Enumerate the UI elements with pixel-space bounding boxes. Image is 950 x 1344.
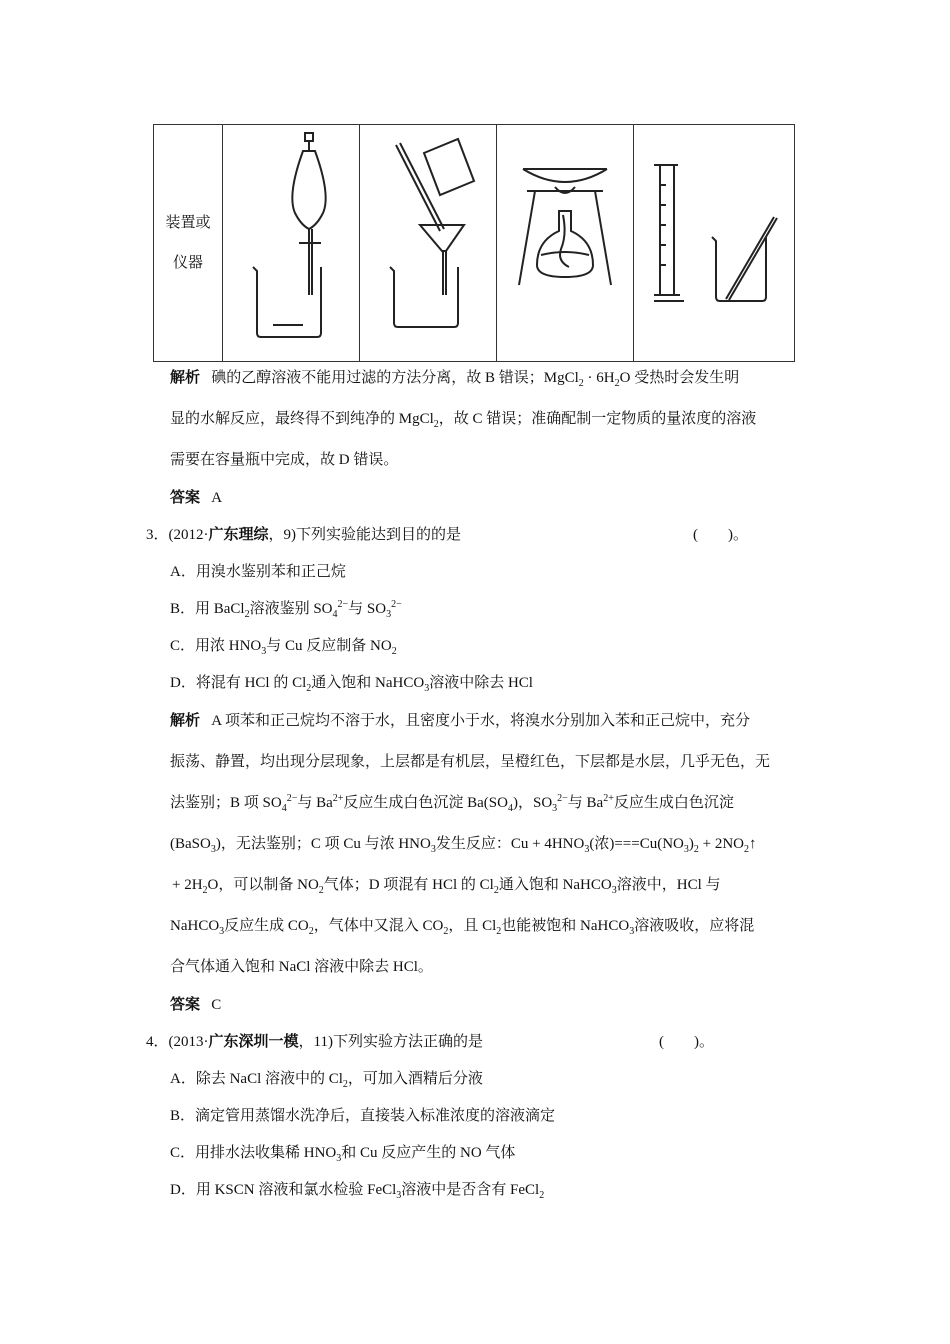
q3-option-c: C．用浓 $HNO_3$与 Cu 反应制备 $NO_2$ — [170, 638, 397, 657]
evaporation-cell — [497, 125, 634, 362]
q4-answer-paren: ( )。 — [659, 1034, 714, 1050]
q3-explain-line2: 振荡、静置，均出现分层现象，上层都是有机层，呈橙红色，下层都是水层，几乎无色，无 — [170, 754, 771, 770]
q2-explain-line3: 需要在容量瓶中完成，故 D 错误。 — [170, 452, 399, 468]
filtration-cell — [360, 125, 497, 362]
q2-explain-line1: 解析 碘的乙醇溶液不能用过滤的方法分离，故 B 错误；MgCl$_2$ · $6H_2O$ 受热时会发生明 — [170, 370, 740, 389]
q3-answer-paren: ( )。 — [693, 527, 748, 543]
cylinder-beaker-cell — [634, 125, 795, 362]
q2-answer: 答案 A — [170, 490, 223, 506]
evaporation-image — [497, 125, 633, 361]
separatory-funnel-image — [223, 125, 359, 361]
apparatus-table — [153, 124, 795, 362]
q2-explain-line2: 显的水解反应，最终得不到纯净的 MgCl$_2$，故 C 错误；准确配制一定物质的量浓度的溶液 — [170, 411, 757, 430]
label-line1: 装置或 — [165, 215, 211, 231]
label-line2: 仪器 — [172, 255, 203, 271]
q3-option-d: D．将混有 HCl 的 $Cl_2$通入饱和 NaHCO$_3$溶液中除去 HCl — [170, 675, 533, 694]
filtration-image — [360, 125, 496, 361]
cylinder-beaker-image — [634, 125, 794, 361]
q3-answer: 答案 C — [170, 997, 222, 1013]
q3-explain-line7: 合气体通入饱和 NaCl 溶液中除去 HCl。 — [170, 959, 433, 975]
q4-stem: 4．(2013·广东深圳一模，11)下列实验方法正确的是 — [146, 1034, 483, 1050]
q2-jiexi-label: 解析 — [170, 370, 201, 386]
q4-option-a: A．除去 NaCl 溶液中的 $Cl_2$，可加入酒精后分液 — [170, 1071, 483, 1090]
q3-explain-line3: 法鉴别；B 项 $SO_4^{2-}$与 $Ba^{2+}$反应生成白色沉淀 $Ba(SO_4)$，$SO_3^{2-}$与 $Ba^{2+}$反应生成白色沉淀 — [170, 793, 734, 814]
q3-explain-line4: (BaSO$_3$)，无法鉴别；C 项 Cu 与浓 $HNO_3$发生反应：$Cu + 4HNO_3$(浓)$===Cu(NO_3)_2$ + $2NO_2↑$ — [170, 836, 757, 855]
q3-explain-line1: 解析 A 项苯和正己烷均不溶于水，且密度小于水，将溴水分别加入苯和正己烷中，充分 — [170, 713, 751, 729]
q3-stem: 3．(2012·广东理综，9)下列实验能达到目的的是 — [146, 527, 462, 543]
separatory-funnel-cell — [223, 125, 360, 362]
q3-explain-line6: NaHCO$_3$反应生成 $CO_2$，气体中又混入 $CO_2$，且 $Cl_2$也能被饱和 NaHCO$_3$溶液吸收，应将混 — [170, 918, 755, 937]
q4-option-b: B．滴定管用蒸馏水洗净后，直接装入标准浓度的溶液滴定 — [170, 1108, 556, 1124]
q3-explain-line5: + $2H_2O$，可以制备 $NO_2$气体；D 项混有 HCl 的 $Cl_2$通入饱和 NaHCO$_3$溶液中，HCl 与 — [172, 877, 721, 896]
q3-option-a: A．用溴水鉴别苯和正己烷 — [170, 564, 346, 580]
q4-option-d: D．用 KSCN 溶液和氯水检验 FeCl$_3$溶液中是否含有 FeCl$_2$ — [170, 1182, 545, 1201]
row-label — [154, 125, 223, 362]
q4-option-c: C．用排水法收集稀 $HNO_3$和 Cu 反应产生的 NO 气体 — [170, 1145, 516, 1164]
q3-option-b: B．用 BaCl$_2$溶液鉴别 $SO_4^{2-}$与 $SO_3^{2-}$ — [170, 599, 402, 620]
